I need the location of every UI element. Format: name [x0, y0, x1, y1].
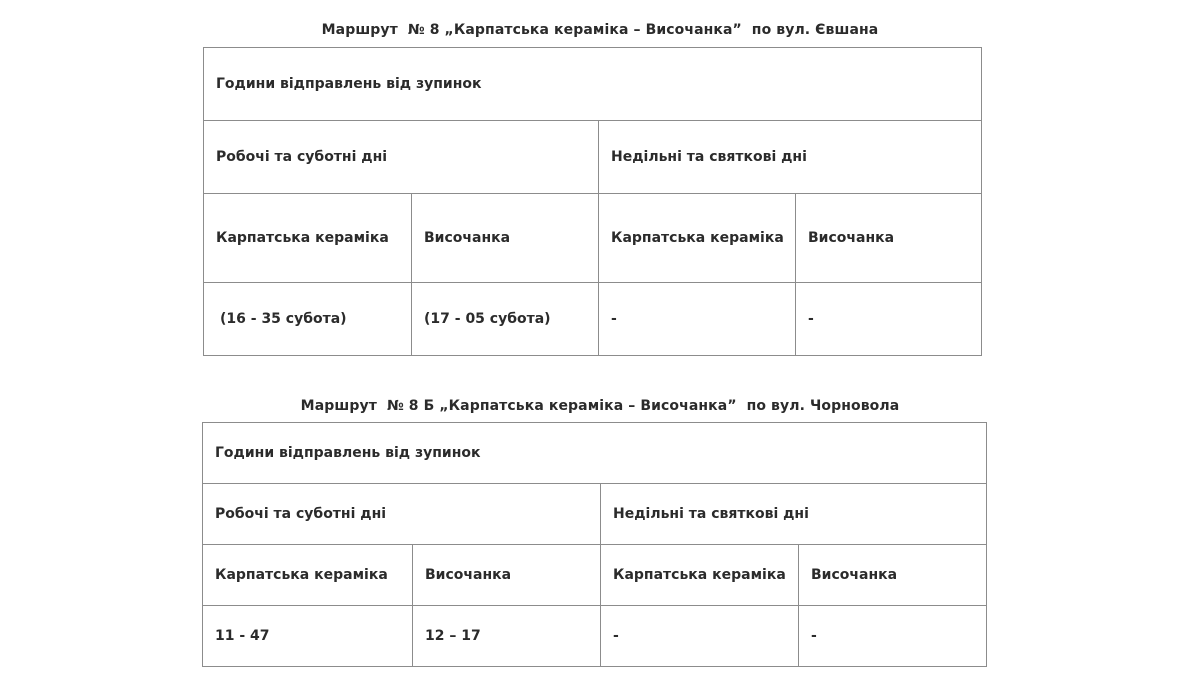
stop-name-cell: Карпатська кераміка	[599, 194, 796, 283]
stop-name-cell: Височанка	[412, 194, 599, 283]
route-8-caption: Маршрут № 8 „Карпатська кераміка – Височанка” по вул. Євшана	[321, 22, 879, 38]
departure-times-header: Години відправлень від зупинок	[203, 423, 987, 484]
route-8-schedule-table	[203, 47, 982, 356]
stop-name-cell: Карпатська кераміка	[203, 545, 413, 606]
stop-name-cell: Карпатська кераміка	[601, 545, 799, 606]
table-row	[204, 283, 982, 356]
table-row	[204, 48, 982, 121]
route-8b-caption: Маршрут № 8 Б „Карпатська кераміка – Височанка” по вул. Чорновола	[300, 398, 900, 414]
table-row	[203, 545, 987, 606]
stop-name-cell: Карпатська кераміка	[204, 194, 412, 283]
weekday-label: Робочі та суботні дні	[203, 484, 601, 545]
table-row	[204, 194, 982, 283]
stop-name-cell: Височанка	[799, 545, 987, 606]
departure-time-cell: (17 - 05 субота)	[412, 283, 599, 356]
table-row	[203, 484, 987, 545]
stop-name-cell: Височанка	[796, 194, 982, 283]
departure-time-cell: 12 – 17	[413, 606, 601, 667]
holiday-label: Недільні та святкові дні	[599, 121, 982, 194]
departure-time-cell: -	[599, 283, 796, 356]
weekday-label: Робочі та суботні дні	[204, 121, 599, 194]
stop-name-cell: Височанка	[413, 545, 601, 606]
departure-times-header: Години відправлень від зупинок	[204, 48, 982, 121]
departure-time-cell: -	[799, 606, 987, 667]
route-8b-schedule-table	[202, 422, 987, 667]
table-row	[203, 423, 987, 484]
table-row	[204, 121, 982, 194]
departure-time-cell: 11 - 47	[203, 606, 413, 667]
departure-time-cell: -	[601, 606, 799, 667]
holiday-label: Недільні та святкові дні	[601, 484, 987, 545]
table-row	[203, 606, 987, 667]
departure-time-cell: -	[796, 283, 982, 356]
departure-time-cell: (16 - 35 субота)	[204, 283, 412, 356]
